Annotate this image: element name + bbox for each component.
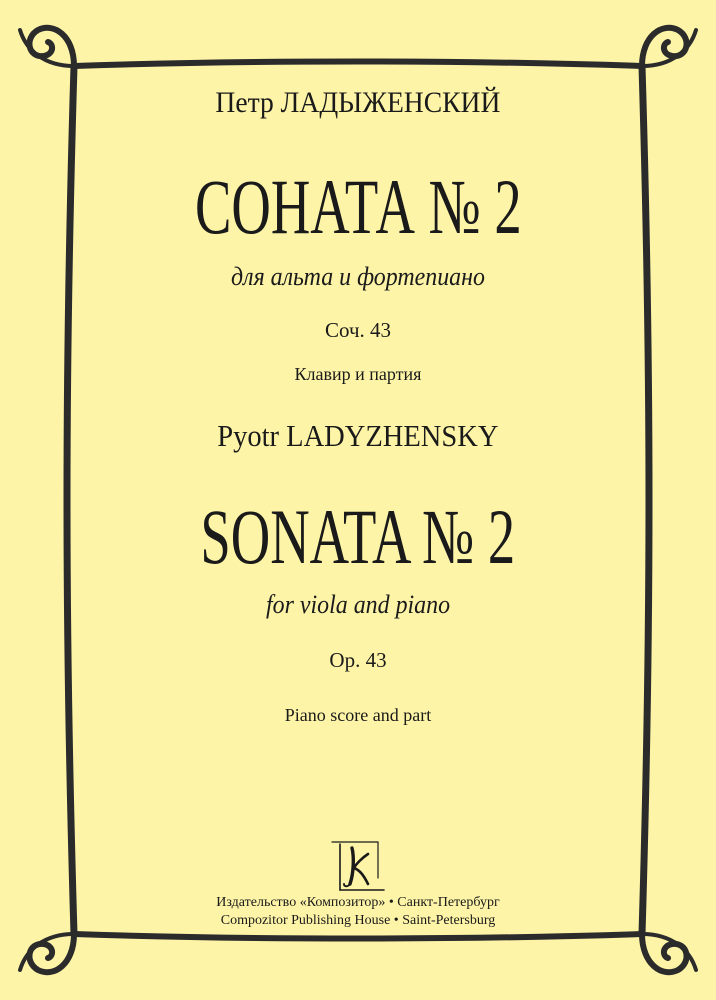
instrumentation-en: for viola and piano — [265, 590, 451, 619]
instrumentation-ru: для альта и фортепиано — [231, 262, 485, 291]
publisher-logo-icon — [326, 838, 390, 892]
publisher-line-en: Compozitor Publishing House • Saint-Petersburg — [220, 913, 496, 928]
opus-number-ru: Соч. 43 — [324, 318, 392, 342]
opus-number-en: Op. 43 — [329, 648, 387, 672]
publisher-line-ru: Издательство «Композитор» • Санкт-Петербург — [216, 895, 500, 910]
composer-name-ru: Петр ЛАДЫЖЕНСКИЙ — [215, 86, 501, 119]
edition-format-ru: Клавир и партия — [294, 364, 422, 384]
work-title-ru: СОНАТА № 2 — [194, 163, 522, 250]
composer-name-en: Pyotr LADYZHENSKY — [217, 418, 499, 453]
edition-format-en: Piano score and part — [284, 705, 432, 725]
work-title-en: SONATA № 2 — [200, 493, 516, 580]
